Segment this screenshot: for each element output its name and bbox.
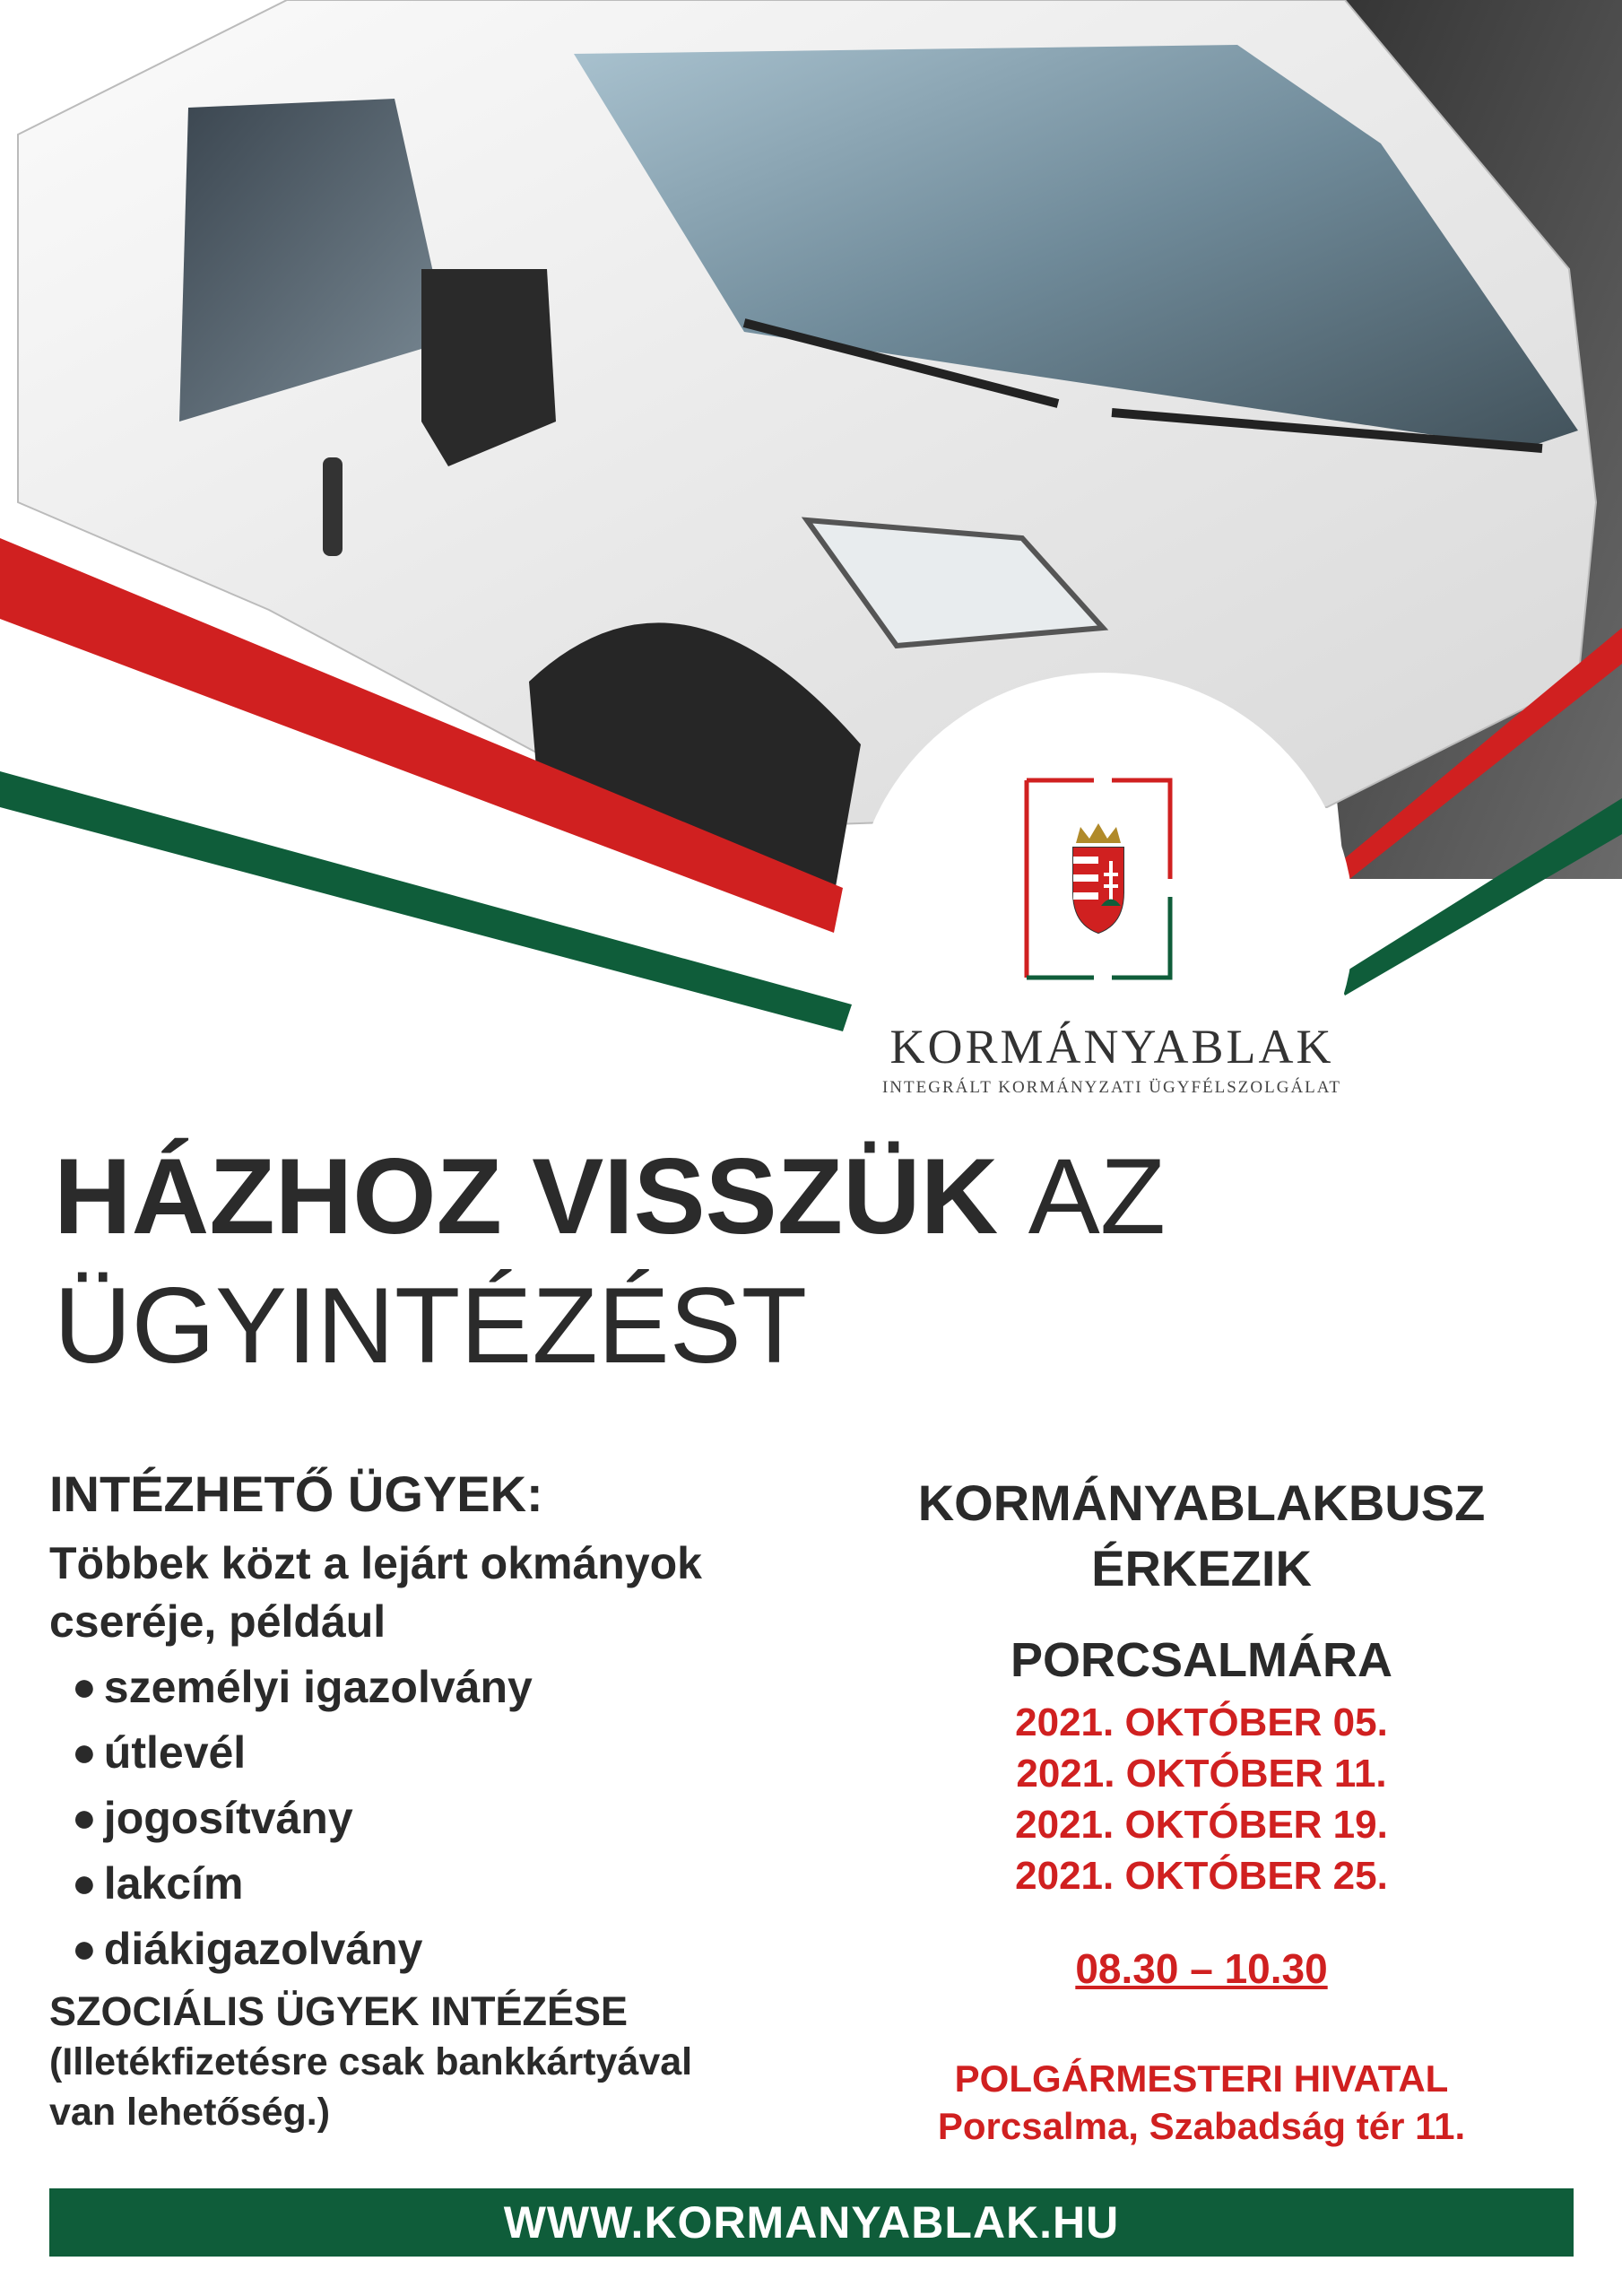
date-item: 2021. OKTÓBER 05.: [1015, 1700, 1388, 1744]
list-item: [72, 1789, 856, 1848]
brand-subtitle: INTEGRÁLT KORMÁNYZATI ÜGYFÉLSZOLGÁLAT: [881, 1078, 1342, 1097]
bullet-icon: ●: [72, 1794, 97, 1841]
headline-light: AZ: [1028, 1136, 1167, 1257]
office-name: POLGÁRMESTERI HIVATAL: [954, 2057, 1449, 2100]
bus-title-line2: ÉRKEZIK: [1091, 1539, 1312, 1596]
list-item-label: jogosítvány: [103, 1792, 353, 1843]
bus-title-line1: KORMÁNYABLAKBUSZ: [917, 1474, 1486, 1531]
list-item: [72, 1920, 856, 1979]
brand-logo: [861, 1022, 1363, 1098]
list-item-label: diákigazolvány: [103, 1923, 423, 1974]
dates-list: [879, 1697, 1524, 1902]
bullet-icon: ●: [72, 1925, 97, 1972]
list-item-label: személyi igazolvány: [103, 1661, 533, 1712]
office-location: [879, 2056, 1524, 2150]
payment-note-line2: van lehetőség.): [49, 2091, 331, 2135]
services-list: [49, 1658, 856, 1979]
bullet-icon: ●: [72, 1663, 97, 1710]
bullet-icon: ●: [72, 1859, 97, 1907]
social-services: SZOCIÁLIS ÜGYEK INTÉZÉSE: [49, 1987, 629, 2034]
van-door-handle: [323, 457, 343, 556]
services-column: [49, 1462, 856, 2138]
services-intro-line2: cseréje, például: [49, 1596, 386, 1647]
time-range: 08.30 – 10.30: [1075, 1945, 1328, 1993]
services-heading: INTÉZHETŐ ÜGYEK:: [49, 1465, 543, 1522]
brand-name: KORMÁNYABLAK: [889, 1020, 1334, 1074]
date-item: 2021. OKTÓBER 19.: [1015, 1802, 1388, 1847]
footer-website-link[interactable]: WWW.KORMANYABLAK.HU: [49, 2188, 1574, 2257]
office-address: Porcsalma, Szabadság tér 11.: [937, 2104, 1466, 2147]
list-item: [72, 1724, 856, 1782]
date-item: 2021. OKTÓBER 25.: [1015, 1854, 1388, 1899]
hero-van-illustration: [0, 0, 1622, 1121]
list-item-label: útlevél: [103, 1726, 247, 1778]
list-item: [72, 1855, 856, 1913]
schedule-column: [879, 1471, 1524, 2150]
bullet-icon: ●: [72, 1728, 97, 1776]
headline-line2: ÜGYINTÉZÉST: [54, 1265, 808, 1386]
date-item: 2021. OKTÓBER 11.: [1016, 1751, 1387, 1796]
list-item-label: lakcím: [103, 1857, 244, 1909]
list-item: [72, 1658, 856, 1717]
headline-bold: HÁZHOZ VISSZÜK: [54, 1136, 999, 1257]
destination: PORCSALMÁRA: [1010, 1632, 1392, 1687]
payment-note-line1: (Illetékfizetésre csak bankkártyával: [49, 2040, 693, 2084]
services-intro-line1: Többek közt a lejárt okmányok: [49, 1537, 702, 1588]
page-title: [54, 1132, 1578, 1390]
